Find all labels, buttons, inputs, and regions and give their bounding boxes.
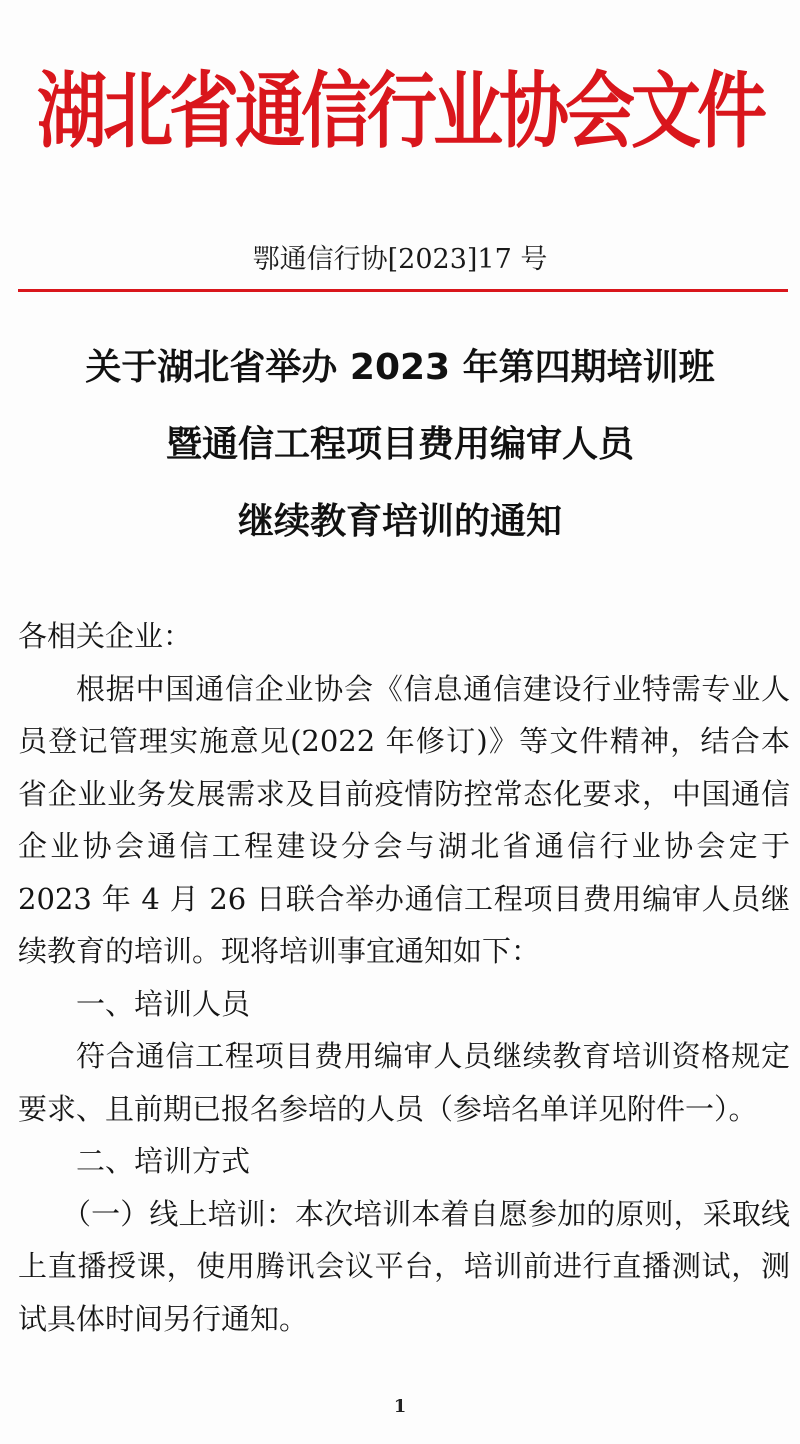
section-2-paragraph: （一）线上培训：本次培训本着自愿参加的原则，采取线上直播授课，使用腾讯会议平台，培训前进行直播测试，测试具体时间另行通知。 (18, 1196, 790, 1336)
notice-title-line-2: 暨通信工程项目费用编审人员 (165, 424, 634, 465)
red-divider-line (18, 289, 788, 292)
salutation: 各相关企业： (18, 619, 193, 653)
section-1-paragraph: 符合通信工程项目费用编审人员继续教育培训资格规定要求、且前期已报名参培的人员（参培名单详见附件一）。 (18, 1039, 790, 1126)
section-2-heading: 二、培训方式 (76, 1144, 251, 1178)
notice-title-line-3: 继续教育培训的通知 (237, 501, 562, 542)
red-header-title: 湖北省通信行业协会文件 (37, 62, 763, 160)
document-number: 鄂通信行协[2023]17 号 (252, 244, 548, 275)
section-1-heading: 一、培训人员 (76, 986, 251, 1021)
intro-paragraph: 根据中国通信企业协会《信息通信建设行业特需专业人员登记管理实施意见(2022 年修订)》等文件精神，结合本省企业业务发展需求及目前疫情防控常态化要求，中国通信企业协会通信工程建设分会与湖北省通信行业协会定于 2023 年 4 月 26 日联合举办通信工程项目费用编审人员继续教育的培训。现将培训事宜通知如下： (18, 671, 790, 968)
notice-body (18, 610, 790, 1345)
page-number: 1 (393, 1396, 407, 1417)
notice-title-line-1: 关于湖北省举办 2023 年第四期培训班 (85, 347, 715, 388)
